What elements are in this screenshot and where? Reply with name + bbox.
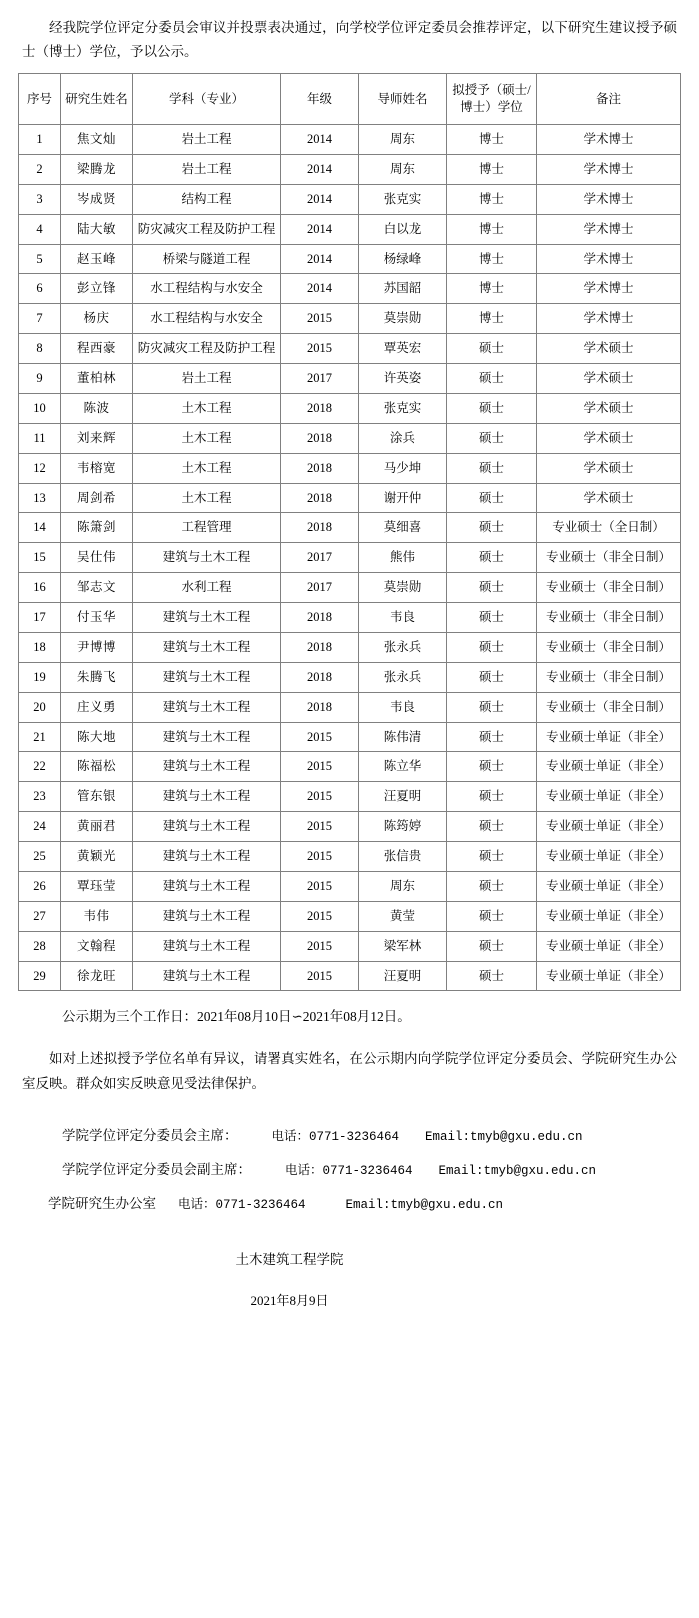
cell-grade: 2017 bbox=[281, 573, 359, 603]
cell-index: 3 bbox=[19, 184, 61, 214]
contact-email-office: Email:tmyb@gxu.edu.cn bbox=[345, 1198, 504, 1213]
table-row bbox=[19, 423, 681, 453]
cell-name: 徐龙旺 bbox=[61, 961, 133, 991]
cell-remark: 专业硕士（全日制） bbox=[537, 513, 681, 543]
cell-major: 建筑与土木工程 bbox=[133, 782, 281, 812]
cell-grade: 2017 bbox=[281, 543, 359, 573]
cell-tutor: 涂兵 bbox=[359, 423, 447, 453]
cell-remark: 专业硕士单证（非全） bbox=[537, 782, 681, 812]
table-row bbox=[19, 513, 681, 543]
cell-grade: 2014 bbox=[281, 244, 359, 274]
contact-phone-chair: 电话：0771-3236464 bbox=[271, 1129, 400, 1144]
cell-index: 7 bbox=[19, 304, 61, 334]
cell-name: 程西豪 bbox=[61, 334, 133, 364]
cell-index: 10 bbox=[19, 393, 61, 423]
cell-name: 赵玉峰 bbox=[61, 244, 133, 274]
cell-degree: 硕士 bbox=[447, 603, 537, 633]
table-row bbox=[19, 722, 681, 752]
cell-tutor: 梁军林 bbox=[359, 931, 447, 961]
cell-remark: 专业硕士（非全日制） bbox=[537, 632, 681, 662]
cell-index: 4 bbox=[19, 214, 61, 244]
cell-name: 彭立锋 bbox=[61, 274, 133, 304]
cell-remark: 学术博士 bbox=[537, 244, 681, 274]
cell-degree: 博士 bbox=[447, 184, 537, 214]
cell-remark: 专业硕士单证（非全） bbox=[537, 752, 681, 782]
cell-tutor: 莫细喜 bbox=[359, 513, 447, 543]
cell-grade: 2018 bbox=[281, 393, 359, 423]
cell-tutor: 黄莹 bbox=[359, 901, 447, 931]
cell-degree: 硕士 bbox=[447, 573, 537, 603]
cell-tutor: 周东 bbox=[359, 154, 447, 184]
cell-degree: 硕士 bbox=[447, 722, 537, 752]
cell-degree: 硕士 bbox=[447, 453, 537, 483]
contact-row-office bbox=[18, 1187, 681, 1221]
cell-tutor: 莫崇勋 bbox=[359, 573, 447, 603]
table-row bbox=[19, 931, 681, 961]
cell-name: 焦文灿 bbox=[61, 125, 133, 155]
cell-major: 建筑与土木工程 bbox=[133, 543, 281, 573]
cell-remark: 学术博士 bbox=[537, 304, 681, 334]
cell-index: 17 bbox=[19, 603, 61, 633]
cell-grade: 2015 bbox=[281, 931, 359, 961]
column-header-remark: 备注 bbox=[537, 74, 681, 125]
contact-block bbox=[18, 1119, 681, 1222]
cell-major: 建筑与土木工程 bbox=[133, 931, 281, 961]
cell-name: 覃珏莹 bbox=[61, 871, 133, 901]
cell-major: 土木工程 bbox=[133, 423, 281, 453]
cell-degree: 博士 bbox=[447, 214, 537, 244]
cell-name: 陈波 bbox=[61, 393, 133, 423]
cell-major: 建筑与土木工程 bbox=[133, 603, 281, 633]
cell-index: 2 bbox=[19, 154, 61, 184]
cell-major: 建筑与土木工程 bbox=[133, 632, 281, 662]
cell-name: 尹博博 bbox=[61, 632, 133, 662]
table-row bbox=[19, 782, 681, 812]
contact-role-vice-chair: 学院学位评定分委员会副主席： bbox=[62, 1162, 251, 1178]
cell-grade: 2015 bbox=[281, 334, 359, 364]
table-row bbox=[19, 453, 681, 483]
cell-remark: 专业硕士单证（非全） bbox=[537, 722, 681, 752]
cell-name: 陈大地 bbox=[61, 722, 133, 752]
contact-role-chair: 学院学位评定分委员会主席： bbox=[62, 1127, 238, 1143]
cell-index: 20 bbox=[19, 692, 61, 722]
signature-organization: 土木建筑工程学院 bbox=[235, 1251, 344, 1267]
contact-email-vice-chair: Email:tmyb@gxu.edu.cn bbox=[438, 1164, 597, 1179]
cell-index: 16 bbox=[19, 573, 61, 603]
cell-major: 建筑与土木工程 bbox=[133, 842, 281, 872]
table-row bbox=[19, 364, 681, 394]
table-row bbox=[19, 603, 681, 633]
cell-major: 土木工程 bbox=[133, 483, 281, 513]
cell-degree: 硕士 bbox=[447, 931, 537, 961]
table-row bbox=[19, 393, 681, 423]
cell-grade: 2014 bbox=[281, 274, 359, 304]
cell-major: 建筑与土木工程 bbox=[133, 692, 281, 722]
cell-tutor: 杨绿峰 bbox=[359, 244, 447, 274]
cell-name: 朱腾飞 bbox=[61, 662, 133, 692]
cell-major: 建筑与土木工程 bbox=[133, 961, 281, 991]
table-row bbox=[19, 184, 681, 214]
cell-index: 25 bbox=[19, 842, 61, 872]
cell-major: 建筑与土木工程 bbox=[133, 752, 281, 782]
cell-major: 桥梁与隧道工程 bbox=[133, 244, 281, 274]
cell-tutor: 苏国韶 bbox=[359, 274, 447, 304]
table-row bbox=[19, 692, 681, 722]
cell-degree: 博士 bbox=[447, 154, 537, 184]
cell-remark: 学术硕士 bbox=[537, 483, 681, 513]
cell-remark: 学术硕士 bbox=[537, 393, 681, 423]
table-row bbox=[19, 244, 681, 274]
cell-remark: 专业硕士（非全日制） bbox=[537, 573, 681, 603]
contact-phone-vice-chair: 电话：0771-3236464 bbox=[285, 1164, 413, 1179]
cell-index: 6 bbox=[19, 274, 61, 304]
cell-name: 刘来辉 bbox=[61, 423, 133, 453]
cell-name: 韦伟 bbox=[61, 901, 133, 931]
cell-degree: 硕士 bbox=[447, 662, 537, 692]
cell-degree: 硕士 bbox=[447, 842, 537, 872]
cell-remark: 学术博士 bbox=[537, 154, 681, 184]
cell-degree: 硕士 bbox=[447, 423, 537, 453]
cell-name: 文翰程 bbox=[61, 931, 133, 961]
cell-index: 26 bbox=[19, 871, 61, 901]
cell-tutor: 张永兵 bbox=[359, 662, 447, 692]
cell-remark: 专业硕士单证（非全） bbox=[537, 812, 681, 842]
cell-tutor: 马少坤 bbox=[359, 453, 447, 483]
intro-paragraph: 经我院学位评定分委员会审议并投票表决通过，向学校学位评定委员会推荐评定，以下研究生建议授予硕士（博士）学位，予以公示。 bbox=[22, 20, 677, 59]
cell-name: 黄颖光 bbox=[61, 842, 133, 872]
table-row bbox=[19, 125, 681, 155]
cell-name: 杨庆 bbox=[61, 304, 133, 334]
table-row bbox=[19, 214, 681, 244]
cell-remark: 学术博士 bbox=[537, 274, 681, 304]
cell-major: 岩土工程 bbox=[133, 364, 281, 394]
signature-date: 2021年8月9日 bbox=[250, 1292, 329, 1308]
cell-index: 19 bbox=[19, 662, 61, 692]
table-row bbox=[19, 274, 681, 304]
cell-grade: 2015 bbox=[281, 812, 359, 842]
cell-index: 14 bbox=[19, 513, 61, 543]
cell-degree: 硕士 bbox=[447, 782, 537, 812]
cell-tutor: 许英姿 bbox=[359, 364, 447, 394]
cell-remark: 学术硕士 bbox=[537, 334, 681, 364]
cell-degree: 硕士 bbox=[447, 961, 537, 991]
table-row bbox=[19, 154, 681, 184]
cell-remark: 学术博士 bbox=[537, 184, 681, 214]
cell-major: 水工程结构与水安全 bbox=[133, 304, 281, 334]
column-header-degree: 拟授予（硕士/博士）学位 bbox=[447, 74, 537, 125]
cell-grade: 2018 bbox=[281, 453, 359, 483]
cell-grade: 2015 bbox=[281, 961, 359, 991]
cell-index: 12 bbox=[19, 453, 61, 483]
cell-degree: 硕士 bbox=[447, 393, 537, 423]
cell-degree: 硕士 bbox=[447, 752, 537, 782]
contact-phone-office: 电话：0771-3236464 bbox=[178, 1198, 306, 1213]
cell-degree: 硕士 bbox=[447, 513, 537, 543]
cell-name: 黄丽君 bbox=[61, 812, 133, 842]
cell-remark: 专业硕士单证（非全） bbox=[537, 901, 681, 931]
cell-tutor: 陈筠婷 bbox=[359, 812, 447, 842]
cell-major: 防灾减灾工程及防护工程 bbox=[133, 214, 281, 244]
cell-major: 建筑与土木工程 bbox=[133, 722, 281, 752]
table-row bbox=[19, 961, 681, 991]
cell-index: 27 bbox=[19, 901, 61, 931]
cell-major: 建筑与土木工程 bbox=[133, 662, 281, 692]
cell-major: 土木工程 bbox=[133, 453, 281, 483]
cell-index: 22 bbox=[19, 752, 61, 782]
cell-major: 水工程结构与水安全 bbox=[133, 274, 281, 304]
cell-index: 18 bbox=[19, 632, 61, 662]
cell-index: 11 bbox=[19, 423, 61, 453]
cell-index: 5 bbox=[19, 244, 61, 274]
cell-grade: 2015 bbox=[281, 782, 359, 812]
cell-tutor: 张信贵 bbox=[359, 842, 447, 872]
cell-name: 韦榕宽 bbox=[61, 453, 133, 483]
cell-remark: 专业硕士单证（非全） bbox=[537, 931, 681, 961]
cell-tutor: 陈伟清 bbox=[359, 722, 447, 752]
cell-tutor: 张克实 bbox=[359, 393, 447, 423]
notice-text: 公示期为三个工作日：2021年08月10日∽2021年08月12日。 bbox=[62, 1009, 411, 1025]
table-row bbox=[19, 632, 681, 662]
cell-remark: 学术博士 bbox=[537, 125, 681, 155]
cell-major: 防灾减灾工程及防护工程 bbox=[133, 334, 281, 364]
column-header-major: 学科（专业） bbox=[133, 74, 281, 125]
cell-grade: 2014 bbox=[281, 125, 359, 155]
cell-major: 工程管理 bbox=[133, 513, 281, 543]
cell-degree: 博士 bbox=[447, 304, 537, 334]
contact-row-chair bbox=[18, 1119, 681, 1153]
objection-paragraph: 如对上述拟授予学位名单有异议，请署真实姓名，在公示期内向学院学位评定分委员会、学院研究生办公室反映。群众如实反映意见受法律保护。 bbox=[22, 1050, 677, 1092]
column-header-index: 序号 bbox=[19, 74, 61, 125]
cell-grade: 2017 bbox=[281, 364, 359, 394]
cell-remark: 学术博士 bbox=[537, 214, 681, 244]
table-row bbox=[19, 842, 681, 872]
cell-grade: 2015 bbox=[281, 871, 359, 901]
column-header-grade: 年级 bbox=[281, 74, 359, 125]
cell-remark: 学术硕士 bbox=[537, 423, 681, 453]
cell-tutor: 汪夏明 bbox=[359, 961, 447, 991]
cell-name: 陈福松 bbox=[61, 752, 133, 782]
cell-remark: 专业硕士单证（非全） bbox=[537, 871, 681, 901]
cell-tutor: 韦良 bbox=[359, 603, 447, 633]
cell-index: 13 bbox=[19, 483, 61, 513]
table-row bbox=[19, 752, 681, 782]
cell-name: 陈箫剑 bbox=[61, 513, 133, 543]
cell-tutor: 莫崇勋 bbox=[359, 304, 447, 334]
contact-email-chair: Email:tmyb@gxu.edu.cn bbox=[425, 1129, 583, 1144]
cell-degree: 硕士 bbox=[447, 871, 537, 901]
cell-major: 建筑与土木工程 bbox=[133, 901, 281, 931]
cell-grade: 2018 bbox=[281, 603, 359, 633]
cell-grade: 2018 bbox=[281, 632, 359, 662]
cell-index: 23 bbox=[19, 782, 61, 812]
cell-grade: 2014 bbox=[281, 154, 359, 184]
table-row bbox=[19, 871, 681, 901]
cell-name: 庄义勇 bbox=[61, 692, 133, 722]
cell-tutor: 谢开仲 bbox=[359, 483, 447, 513]
cell-degree: 硕士 bbox=[447, 543, 537, 573]
cell-tutor: 覃英宏 bbox=[359, 334, 447, 364]
cell-name: 付玉华 bbox=[61, 603, 133, 633]
table-row bbox=[19, 543, 681, 573]
cell-remark: 专业硕士单证（非全） bbox=[537, 961, 681, 991]
cell-tutor: 陈立华 bbox=[359, 752, 447, 782]
students-table bbox=[18, 73, 681, 991]
cell-tutor: 周东 bbox=[359, 871, 447, 901]
table-row bbox=[19, 483, 681, 513]
cell-remark: 专业硕士（非全日制） bbox=[537, 603, 681, 633]
cell-degree: 博士 bbox=[447, 274, 537, 304]
cell-index: 28 bbox=[19, 931, 61, 961]
contact-row-vice-chair bbox=[18, 1153, 681, 1187]
contact-role-office: 学院研究生办公室 bbox=[48, 1196, 156, 1212]
cell-degree: 硕士 bbox=[447, 901, 537, 931]
cell-grade: 2015 bbox=[281, 752, 359, 782]
column-header-name: 研究生姓名 bbox=[61, 74, 133, 125]
cell-major: 建筑与土木工程 bbox=[133, 812, 281, 842]
cell-degree: 硕士 bbox=[447, 364, 537, 394]
table-row bbox=[19, 304, 681, 334]
cell-name: 邹志文 bbox=[61, 573, 133, 603]
cell-tutor: 张永兵 bbox=[359, 632, 447, 662]
table-row bbox=[19, 812, 681, 842]
cell-tutor: 韦良 bbox=[359, 692, 447, 722]
cell-tutor: 张克实 bbox=[359, 184, 447, 214]
cell-tutor: 白以龙 bbox=[359, 214, 447, 244]
cell-remark: 专业硕士单证（非全） bbox=[537, 842, 681, 872]
cell-degree: 硕士 bbox=[447, 692, 537, 722]
cell-major: 水利工程 bbox=[133, 573, 281, 603]
cell-grade: 2014 bbox=[281, 214, 359, 244]
cell-remark: 学术硕士 bbox=[537, 453, 681, 483]
column-header-tutor: 导师姓名 bbox=[359, 74, 447, 125]
cell-name: 周剑希 bbox=[61, 483, 133, 513]
cell-name: 吴仕伟 bbox=[61, 543, 133, 573]
cell-remark: 专业硕士（非全日制） bbox=[537, 692, 681, 722]
cell-degree: 硕士 bbox=[447, 812, 537, 842]
table-row bbox=[19, 573, 681, 603]
cell-tutor: 周东 bbox=[359, 125, 447, 155]
cell-remark: 专业硕士（非全日制） bbox=[537, 662, 681, 692]
cell-name: 岑成贤 bbox=[61, 184, 133, 214]
cell-grade: 2015 bbox=[281, 901, 359, 931]
cell-degree: 博士 bbox=[447, 244, 537, 274]
table-header-row bbox=[19, 74, 681, 125]
cell-name: 陆大敏 bbox=[61, 214, 133, 244]
cell-grade: 2015 bbox=[281, 842, 359, 872]
cell-degree: 硕士 bbox=[447, 483, 537, 513]
cell-degree: 博士 bbox=[447, 125, 537, 155]
cell-degree: 硕士 bbox=[447, 632, 537, 662]
cell-index: 24 bbox=[19, 812, 61, 842]
cell-index: 9 bbox=[19, 364, 61, 394]
cell-name: 董柏林 bbox=[61, 364, 133, 394]
cell-grade: 2018 bbox=[281, 423, 359, 453]
cell-name: 管东银 bbox=[61, 782, 133, 812]
cell-tutor: 熊伟 bbox=[359, 543, 447, 573]
cell-index: 8 bbox=[19, 334, 61, 364]
cell-major: 岩土工程 bbox=[133, 154, 281, 184]
cell-grade: 2018 bbox=[281, 662, 359, 692]
table-row bbox=[19, 334, 681, 364]
cell-major: 土木工程 bbox=[133, 393, 281, 423]
cell-major: 建筑与土木工程 bbox=[133, 871, 281, 901]
table-row bbox=[19, 901, 681, 931]
cell-grade: 2014 bbox=[281, 184, 359, 214]
table-row bbox=[19, 662, 681, 692]
cell-grade: 2015 bbox=[281, 304, 359, 334]
cell-index: 15 bbox=[19, 543, 61, 573]
cell-major: 结构工程 bbox=[133, 184, 281, 214]
cell-degree: 硕士 bbox=[447, 334, 537, 364]
cell-grade: 2018 bbox=[281, 513, 359, 543]
cell-grade: 2015 bbox=[281, 722, 359, 752]
cell-remark: 专业硕士（非全日制） bbox=[537, 543, 681, 573]
cell-index: 21 bbox=[19, 722, 61, 752]
cell-remark: 学术硕士 bbox=[537, 364, 681, 394]
cell-tutor: 汪夏明 bbox=[359, 782, 447, 812]
cell-grade: 2018 bbox=[281, 692, 359, 722]
cell-major: 岩土工程 bbox=[133, 125, 281, 155]
cell-name: 梁腾龙 bbox=[61, 154, 133, 184]
cell-index: 1 bbox=[19, 125, 61, 155]
cell-grade: 2018 bbox=[281, 483, 359, 513]
cell-index: 29 bbox=[19, 961, 61, 991]
